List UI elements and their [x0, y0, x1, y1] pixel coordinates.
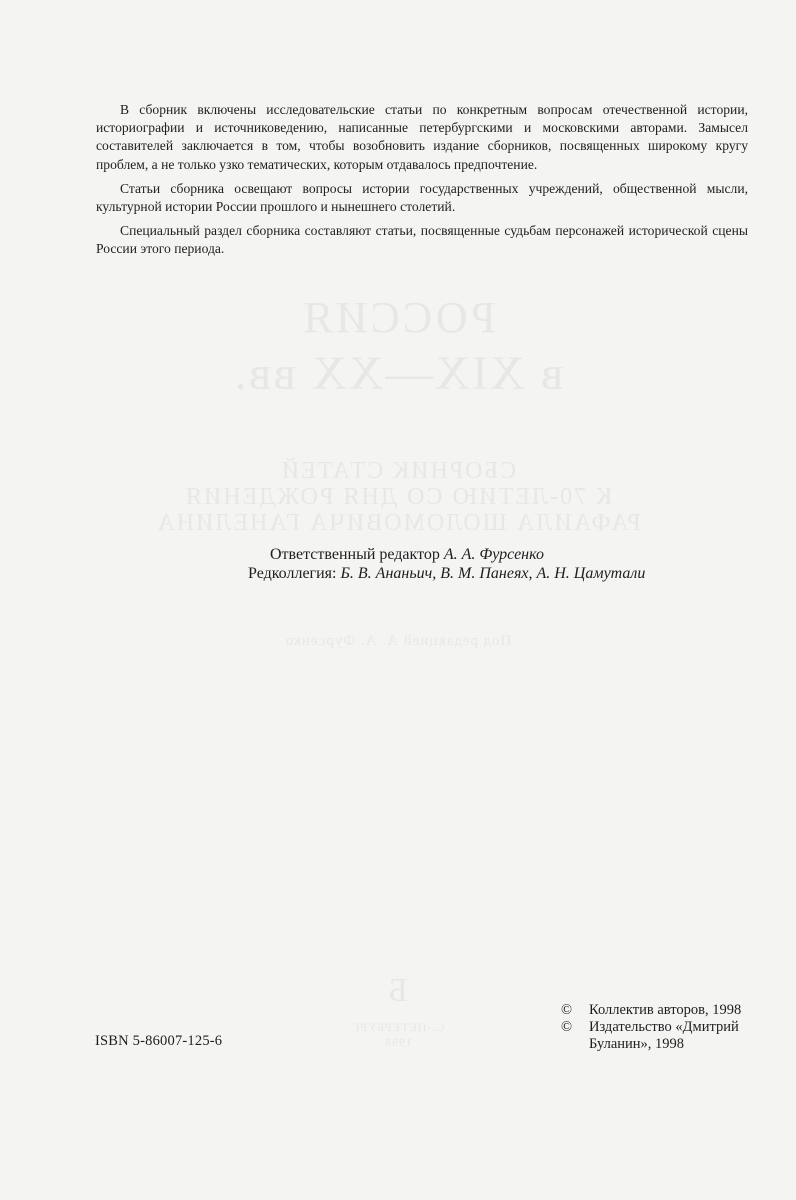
editorial-credits: [0, 545, 796, 583]
copyright-publisher-cont: Буланин», 1998: [589, 1036, 685, 1052]
show-through-collection-line1: СБОРНИК СТАТЕЙ: [279, 458, 517, 484]
show-through-year: 1998: [384, 1035, 412, 1049]
isbn: ISBN 5-86007-125-6: [95, 1033, 223, 1049]
copyright-symbol: ©: [561, 1019, 573, 1035]
copyright-authors: Коллектив авторов, 1998: [589, 1002, 742, 1018]
abstract-paragraph-3: Специальный раздел сборника составляют статьи, посвященные судьбам персонажей исторической сцены России этого периода.: [96, 223, 748, 257]
abstract-paragraph-1: В сборник включены исследовательские статьи по конкретным вопросам отечественной истории, историографии и источниковедению, написанные петербургскими и московскими авторами. Замысел составителей заключается в том, чтобы возобновить издание сборников, посвященных широкому кругу проблем, а не только узко тематических, которым отдавалось предпочтение.: [96, 102, 748, 172]
show-through-collection: [0, 458, 796, 536]
copyright-publisher: Издательство «Дмитрий: [589, 1019, 739, 1035]
responsible-editor-line: [0, 545, 796, 564]
responsible-editor-label: Ответственный редактор: [270, 546, 440, 563]
editorial-board-line: [0, 564, 796, 583]
editorial-board-label: Редколлегия:: [248, 565, 337, 582]
copyright-symbol: ©: [561, 1002, 573, 1018]
show-through-collection-line2: К 70-ЛЕТИЮ СО ДНЯ РОЖДЕНИЯ: [183, 484, 613, 510]
abstract: [96, 101, 748, 259]
editorial-board-names: Б. В. Ананьич, В. М. Панеях, А. Н. Цамутали: [340, 565, 646, 582]
copyright-block: [561, 1002, 741, 1053]
show-through-logo: Б: [388, 972, 408, 1009]
show-through-subtitle: в XIX—XX вв.: [232, 347, 564, 400]
abstract-paragraph-2: Статьи сборника освещают вопросы истории государственных учреждений, общественной мысли, культурной истории России прошлого и нынешнего столетий.: [96, 180, 748, 215]
show-through-editor: Под редакцией А. А. Фурсенко: [284, 633, 512, 649]
responsible-editor-name: А. А. Фурсенко: [443, 546, 544, 563]
copyright-line-3: [561, 1036, 741, 1053]
copyright-line-1: [561, 1002, 741, 1019]
show-through-city: С.-ПЕТЕРБУРГ: [351, 1020, 445, 1034]
show-through-title: РОССИЯ: [300, 293, 496, 342]
copyright-line-2: [561, 1019, 741, 1036]
show-through-collection-line3: РАФАИЛА ШОЛОМОВИЧА ГАНЕЛИНА: [155, 510, 641, 536]
